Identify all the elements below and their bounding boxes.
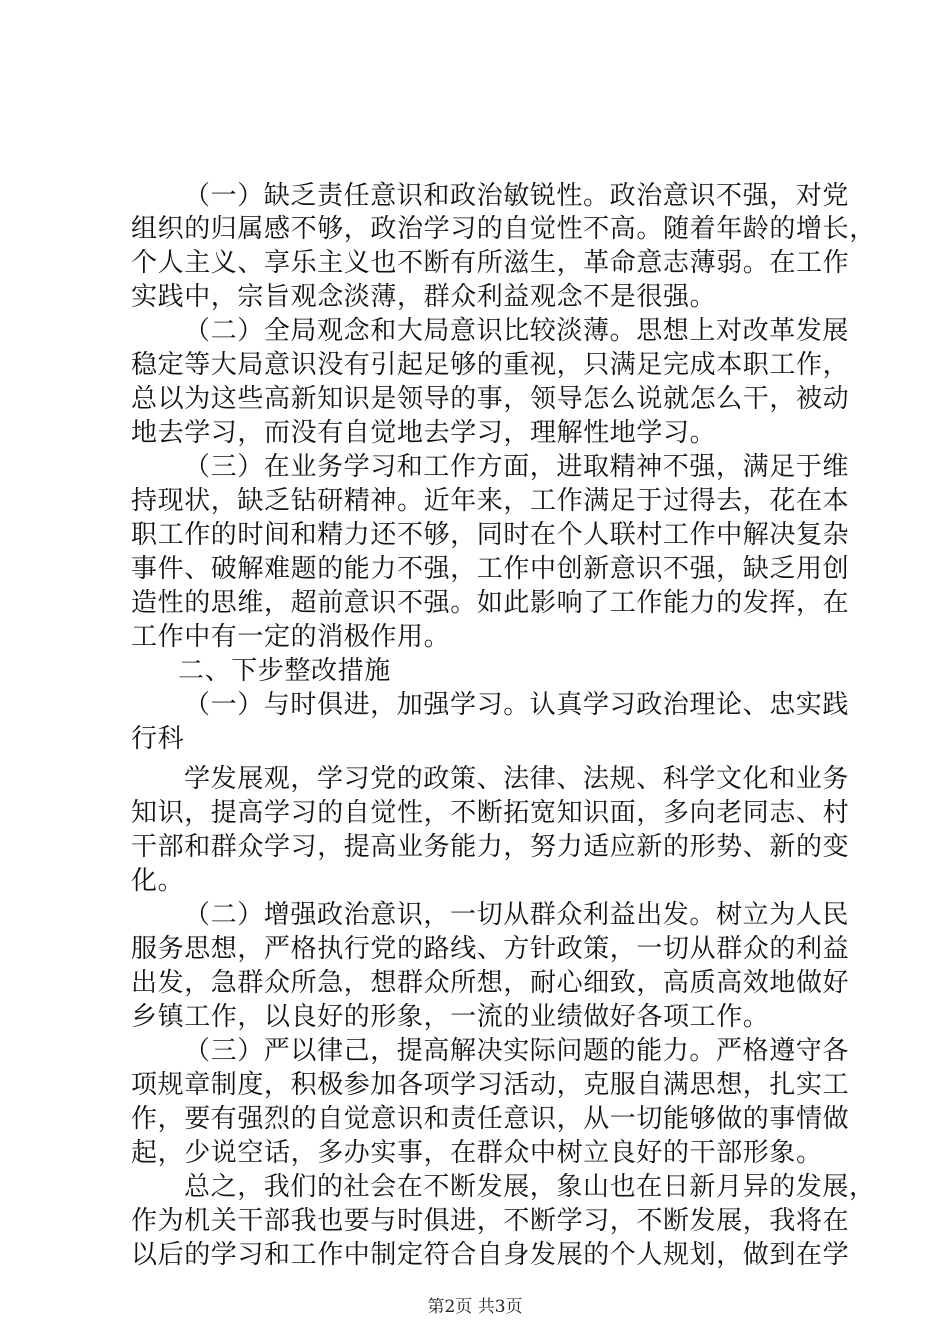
paragraph-line: 乡镇工作，以良好的形象，一流的业绩做好各项工作。: [131, 1002, 770, 1032]
paragraph-line: 学发展观，学习党的政策、法律、法规、科学文化和业务: [184, 764, 850, 794]
paragraph-line: 个人主义、享乐主义也不断有所滋生，革命意志薄弱。在工作: [131, 248, 850, 278]
paragraph-line: 作为机关干部我也要与时俱进，不断学习，不断发展，我将在: [131, 1206, 850, 1236]
paragraph-line: 行科: [131, 724, 185, 754]
section-heading: 二、下步整改措施: [178, 656, 391, 686]
paragraph-line: 实践中，宗旨观念淡薄，群众利益观念不是很强。: [131, 282, 717, 312]
paragraph-line: （三）严以律己，提高解决实际问题的能力。严格遵守各: [184, 1036, 850, 1066]
paragraph-line: 化。: [131, 866, 185, 896]
paragraph-line: 服务思想，严格执行党的路线、方针政策，一切从群众的利益: [131, 934, 850, 964]
paragraph-line: （二）全局观念和大局意识比较淡薄。思想上对改革发展: [184, 316, 850, 346]
paragraph-line: 知识，提高学习的自觉性，不断拓宽知识面，多向老同志、村: [131, 798, 850, 828]
paragraph-line: 总以为这些高新知识是领导的事，领导怎么说就怎么干，被动: [131, 384, 850, 414]
paragraph-line: 工作中有一定的消极作用。: [131, 622, 451, 652]
paragraph-line: （二）增强政治意识，一切从群众利益出发。树立为人民: [184, 900, 850, 930]
paragraph-line: 稳定等大局意识没有引起足够的重视，只满足完成本职工作，: [131, 350, 850, 380]
paragraph-line: 造性的思维，超前意识不强。如此影响了工作能力的发挥，在: [131, 588, 850, 618]
paragraph-line: 事件、破解难题的能力不强，工作中创新意识不强，缺乏用创: [131, 554, 850, 584]
paragraph-line: 起，少说空话，多办实事，在群众中树立良好的干部形象。: [131, 1138, 823, 1168]
paragraph-line: 干部和群众学习，提高业务能力，努力适应新的形势、新的变: [131, 832, 850, 862]
page-number-footer: 第2页 共3页: [427, 1297, 523, 1317]
paragraph-line: 组织的归属感不够，政治学习的自觉性不高。随着年龄的增长，: [131, 214, 876, 244]
paragraph-line: （三）在业务学习和工作方面，进取精神不强，满足于维: [184, 452, 850, 482]
paragraph-line: 以后的学习和工作中制定符合自身发展的个人规划，做到在学: [131, 1240, 850, 1270]
paragraph-line: 总之，我们的社会在不断发展，象山也在日新月异的发展，: [184, 1172, 876, 1202]
paragraph-line: 出发，急群众所急，想群众所想，耐心细致，高质高效地做好: [131, 968, 850, 998]
paragraph-line: （一）与时俱进，加强学习。认真学习政治理论、忠实践: [184, 690, 850, 720]
paragraph-line: 项规章制度，积极参加各项学习活动，克服自满思想，扎实工: [131, 1070, 850, 1100]
paragraph-line: 作，要有强烈的自觉意识和责任意识，从一切能够做的事情做: [131, 1104, 850, 1134]
paragraph-line: 持现状，缺乏钻研精神。近年来，工作满足于过得去，花在本: [131, 486, 850, 516]
paragraph-line: 职工作的时间和精力还不够，同时在个人联村工作中解决复杂: [131, 520, 850, 550]
paragraph-line: （一）缺乏责任意识和政治敏锐性。政治意识不强，对党: [184, 181, 850, 211]
paragraph-line: 地去学习，而没有自觉地去学习，理解性地学习。: [131, 418, 717, 448]
